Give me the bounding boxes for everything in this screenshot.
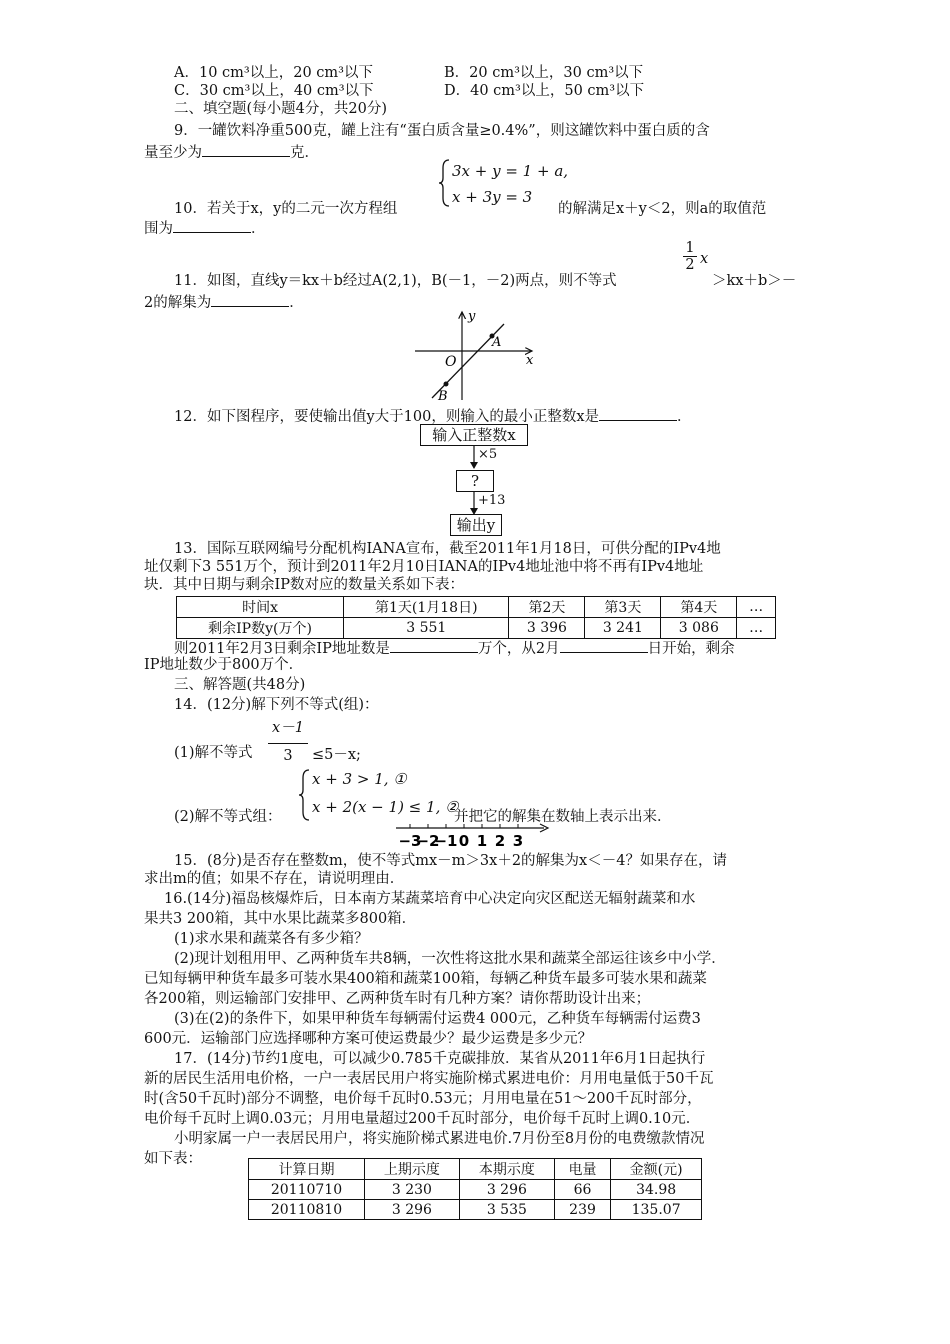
q14-brace: [298, 768, 312, 822]
q14-title: 14．(12分)解下列不等式(组)：: [174, 697, 379, 713]
q17-table-cell: 20110810: [249, 1200, 365, 1220]
q17-line3: 时(含50千瓦时)部分不调整，电价每千瓦时0.53元；月用电量在51～200千瓦时部分，: [144, 1091, 702, 1107]
q16-line5: 已知每辆甲种货车最多可装水果400箱和蔬菜100箱，每辆乙种货车最多可装水果和蔬菜: [144, 971, 707, 987]
q9-line1: 9．一罐饮料净重500克，罐上注有“蛋白质含量≥0.4%”，则这罐饮料中蛋白质的含: [174, 123, 710, 139]
q16-line2: 果共3 200箱，其中水果比蔬菜多800箱．: [144, 911, 417, 927]
q17-table-cell: 电量: [554, 1159, 610, 1180]
q16-line7: (3)在(2)的条件下，如果甲种货车每辆需付运费4 000元，乙种货车每辆需付运费3: [174, 1011, 701, 1027]
number-line-label: −3: [398, 832, 422, 850]
section-2-heading: 二、填空题(每小题4分，共20分): [174, 101, 387, 117]
q13-table-cell: 第2天: [509, 597, 585, 618]
q14-part1-label: (1)解不等式: [174, 745, 253, 761]
q17-table-cell: 计算日期: [249, 1159, 365, 1180]
q13-table-cell: 时间x: [177, 597, 344, 618]
q13-table-cell: 3 086: [661, 618, 737, 639]
q12-line: 12．如下图程序，要使输出值y大于100，则输入的最小正整数x是 ．: [174, 406, 692, 426]
q11-numerator: 1: [685, 240, 695, 256]
number-line-label: 3: [512, 832, 524, 850]
q11-var: x: [700, 251, 709, 267]
q13-blank1[interactable]: [390, 638, 478, 653]
q11-blank[interactable]: [211, 292, 289, 307]
q11-graph: [410, 306, 540, 402]
q17-line5: 小明家属一户一表居民用户，将实施阶梯式累进电价.7月份至8月份的电费缴款情况: [174, 1131, 705, 1147]
q15-line2: 求出m的值；如果不存在，请说明理由．: [144, 871, 405, 887]
q17-line4: 电价每千瓦时上调0.03元；月用电量超过200千瓦时部分，电价每千瓦时上调0.10元．: [144, 1111, 701, 1127]
q17-table-cell: 3 535: [459, 1200, 554, 1220]
q13-table-row: [177, 618, 776, 639]
q13-answer-line1: 则2011年2月3日剩余IP地址数是 万个，从2月 日开始，剩余: [174, 638, 735, 658]
option-b: B．20 cm³以上，30 cm³以下: [444, 65, 644, 81]
number-line-label: −1: [434, 832, 458, 850]
q15-line1: 15．(8分)是否存在整数m，使不等式mx－m＞3x＋2的解集为x＜－4？如果存在，请: [174, 853, 727, 869]
q9-blank[interactable]: [202, 142, 290, 157]
q17-table-cell: 135.07: [611, 1200, 702, 1220]
q13-table-cell: …: [737, 618, 776, 639]
q14-eq1: x + 3 > 1, ①: [312, 770, 407, 788]
q11-fraction: [683, 240, 697, 273]
q17-table-cell: 3 296: [364, 1200, 459, 1220]
q10-blank[interactable]: [173, 218, 251, 233]
flow-mul-label: ×5: [478, 447, 498, 462]
q13-table-cell: 3 551: [344, 618, 509, 639]
q14-part1-rest: ≤5－x;: [312, 747, 361, 763]
q13-blank2[interactable]: [560, 638, 648, 653]
option-c: C．30 cm³以上，40 cm³以下: [174, 83, 374, 99]
q17-table-cell: 66: [554, 1180, 610, 1200]
q17-table-cell: 本期示度: [459, 1159, 554, 1180]
q14-denominator: 3: [268, 743, 308, 764]
q13-table: [176, 596, 776, 639]
x-label: x: [526, 353, 534, 368]
q17-table-cell: 34.98: [611, 1180, 702, 1200]
point-b: [444, 382, 449, 387]
q14-eq2: x + 2(x − 1) ≤ 1, ②: [312, 798, 459, 816]
q14-fraction: [268, 716, 308, 764]
q17-table-cell: 3 230: [364, 1180, 459, 1200]
q16-line4: (2)现计划租用甲、乙两种货车共8辆，一次性将这批水果和蔬菜全部运往该乡中小学．: [174, 951, 726, 967]
number-line-label: 0: [458, 832, 470, 850]
q11-line2: 2的解集为 ．: [144, 292, 304, 312]
q17-table: [248, 1158, 702, 1220]
q13-line2: 址仅剩下3 551万个，预计到2011年2月10日IANA的IPv4地址池中将不再有IPv4地址: [144, 559, 704, 575]
flow-output-box: 输出y: [450, 514, 502, 536]
origin-label: O: [445, 354, 457, 370]
q17-table-row: [249, 1180, 702, 1200]
q11-denominator: 2: [683, 256, 697, 273]
q10-line2: 围为 ．: [144, 218, 266, 238]
q16-line8: 600元．运输部门应选择哪种方案可使运费最少？最少运费是多少元？: [144, 1031, 593, 1047]
q17-line2: 新的居民生活用电价格，一户一表居民用户将实施阶梯式累进电价：月用电量低于50千瓦: [144, 1071, 714, 1087]
q14-part2-label: (2)解不等式组：: [174, 809, 282, 825]
q13-table-cell: 第4天: [661, 597, 737, 618]
section-3-heading: 三、解答题(共48分): [174, 677, 306, 693]
option-a: A．10 cm³以上，20 cm³以下: [174, 65, 373, 81]
number-line: [394, 822, 554, 852]
q17-line6: 如下表：: [144, 1151, 202, 1167]
number-line-label: 1: [476, 832, 488, 850]
q14-part2-rest: 并把它的解集在数轴上表示出来．: [454, 809, 672, 825]
q17-table-cell: 239: [554, 1200, 610, 1220]
q17-line1: 17．(14分)节约1度电，可以减少0.785千克碳排放．某省从2011年6月1日起执行: [174, 1051, 706, 1067]
q12-blank[interactable]: [599, 406, 677, 421]
q16-line3: (1)求水果和蔬菜各有多少箱？: [174, 931, 369, 947]
q10-line1a: 10．若关于x，y的二元一次方程组: [174, 201, 398, 217]
number-line-label: −2: [416, 832, 440, 850]
q17-table-cell: 3 296: [459, 1180, 554, 1200]
q13-table-cell: 第1天(1月18日): [344, 597, 509, 618]
q11-line1a: 11．如图，直线y＝kx＋b经过A(2,1)，B(－1，－2)两点，则不等式: [174, 273, 617, 289]
q14-numerator: x－1: [272, 720, 304, 736]
number-line-label: 2: [494, 832, 506, 850]
point-b-label: B: [438, 389, 448, 402]
q13-table-row: [177, 597, 776, 618]
q13-table-cell: 3 396: [509, 618, 585, 639]
q10-line1b: 的解满足x＋y＜2，则a的取值范: [558, 201, 767, 217]
q16-line6: 各200箱，则运输部门安排甲、乙两种货车时有几种方案？请你帮助设计出来；: [144, 991, 651, 1007]
option-d: D．40 cm³以上，50 cm³以下: [444, 83, 645, 99]
q11-line1b: ＞kx＋b＞－: [712, 273, 797, 289]
q13-table-cell: 3 241: [585, 618, 661, 639]
q13-table-cell: 第3天: [585, 597, 661, 618]
q13-table-cell: …: [737, 597, 776, 618]
flow-add-label: +13: [478, 493, 506, 508]
point-a-label: A: [492, 335, 502, 350]
q13-line3: 块．其中日期与剩余IP数对应的数量关系如下表：: [144, 577, 464, 593]
q10-brace: [438, 158, 452, 208]
q17-table-cell: 上期示度: [364, 1159, 459, 1180]
q10-eq2: x + 3y = 3: [452, 188, 533, 206]
flow-unknown-box: ?: [456, 470, 494, 492]
q17-table-cell: 20110710: [249, 1180, 365, 1200]
flow-input-box: 输入正整数x: [420, 424, 528, 446]
q17-table-row: [249, 1159, 702, 1180]
q10-eq1: 3x + y = 1 + a,: [452, 162, 569, 180]
q17-table-cell: 金额(元): [611, 1159, 702, 1180]
q16-line1: 16.(14分)福岛核爆炸后，日本南方某蔬菜培育中心决定向灾区配送无辐射蔬菜和水: [164, 891, 696, 907]
q13-answer-line2: IP地址数少于800万个．: [144, 657, 304, 673]
q17-table-row: [249, 1200, 702, 1220]
q9-line2: 量至少为 克．: [144, 142, 319, 162]
q13-line1: 13．国际互联网编号分配机构IANA宣布，截至2011年1月18日，可供分配的IPv4地: [174, 541, 721, 557]
y-label: y: [468, 309, 476, 324]
q13-table-cell: 剩余IP数y(万个): [177, 618, 344, 639]
